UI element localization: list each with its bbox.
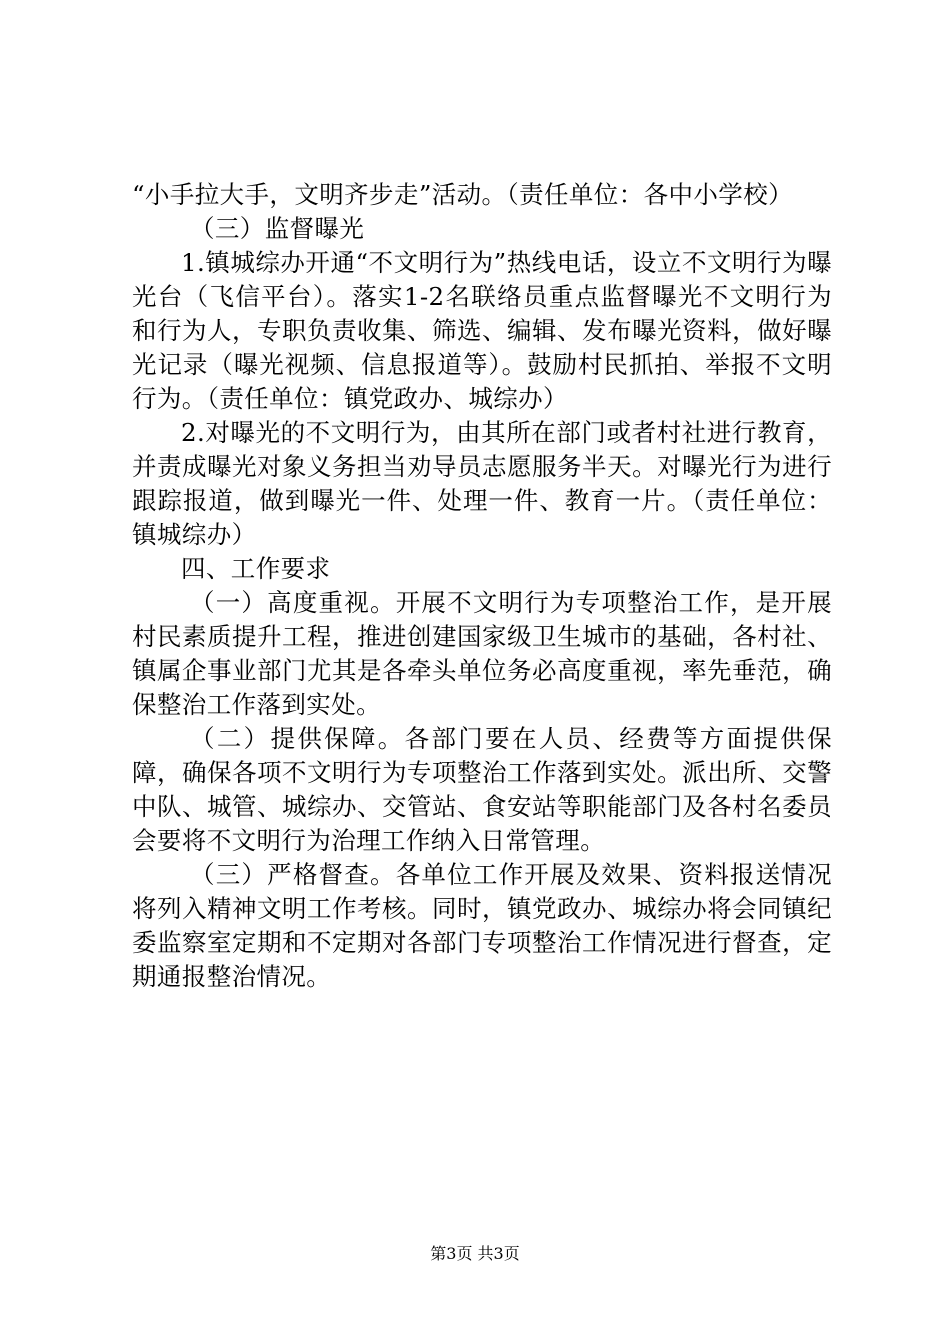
paragraph-activity-continuation: “小手拉大手，文明齐步走”活动。（责任单位：各中小学校） <box>132 180 793 209</box>
paragraph-hotline: 1.镇城综办开通“不文明行为”热线电话，设立不文明行为曝光台（飞信平台）。落实1-2名联络员重点监督曝光不文明行为和行为人，专职负责收集、筛选、编辑、发布曝光资料，做好曝光记录（曝光视频、信息报道等）。鼓励村民抓拍、举报不文明行为。（责任单位：镇党政办、城综办） <box>132 248 832 413</box>
section-heading-supervision: （三）监督曝光 <box>190 214 365 243</box>
paragraph-strict-inspection: （三）严格督查。各单位工作开展及效果、资料报送情况将列入精神文明工作考核。同时，镇党政办、城综办将会同镇纪委监察室定期和不定期对各部门专项整治工作情况进行督查，定期通报整治情况。 <box>132 860 832 991</box>
page-number-footer: 第3页 共3页 <box>430 1244 520 1263</box>
document-body <box>132 178 832 994</box>
paragraph-exposure-education: 2.对曝光的不文明行为，由其所在部门或者村社进行教育，并责成曝光对象义务担当劝导员志愿服务半天。对曝光行为进行跟踪报道，做到曝光一件、处理一件、教育一片。（责任单位：镇城综办） <box>132 418 832 549</box>
section-heading-requirements: 四、工作要求 <box>181 554 331 583</box>
paragraph-provide-support: （二）提供保障。各部门要在人员、经费等方面提供保障，确保各项不文明行为专项整治工作落到实处。派出所、交警中队、城管、城综办、交管站、食安站等职能部门及各村名委员会要将不文明行为治理工作纳入日常管理。 <box>132 724 832 855</box>
paragraph-high-attention: （一）高度重视。开展不文明行为专项整治工作，是开展村民素质提升工程，推进创建国家级卫生城市的基础，各村社、镇属企事业部门尤其是各牵头单位务必高度重视，率先垂范，确保整治工作落到实处。 <box>132 588 832 719</box>
